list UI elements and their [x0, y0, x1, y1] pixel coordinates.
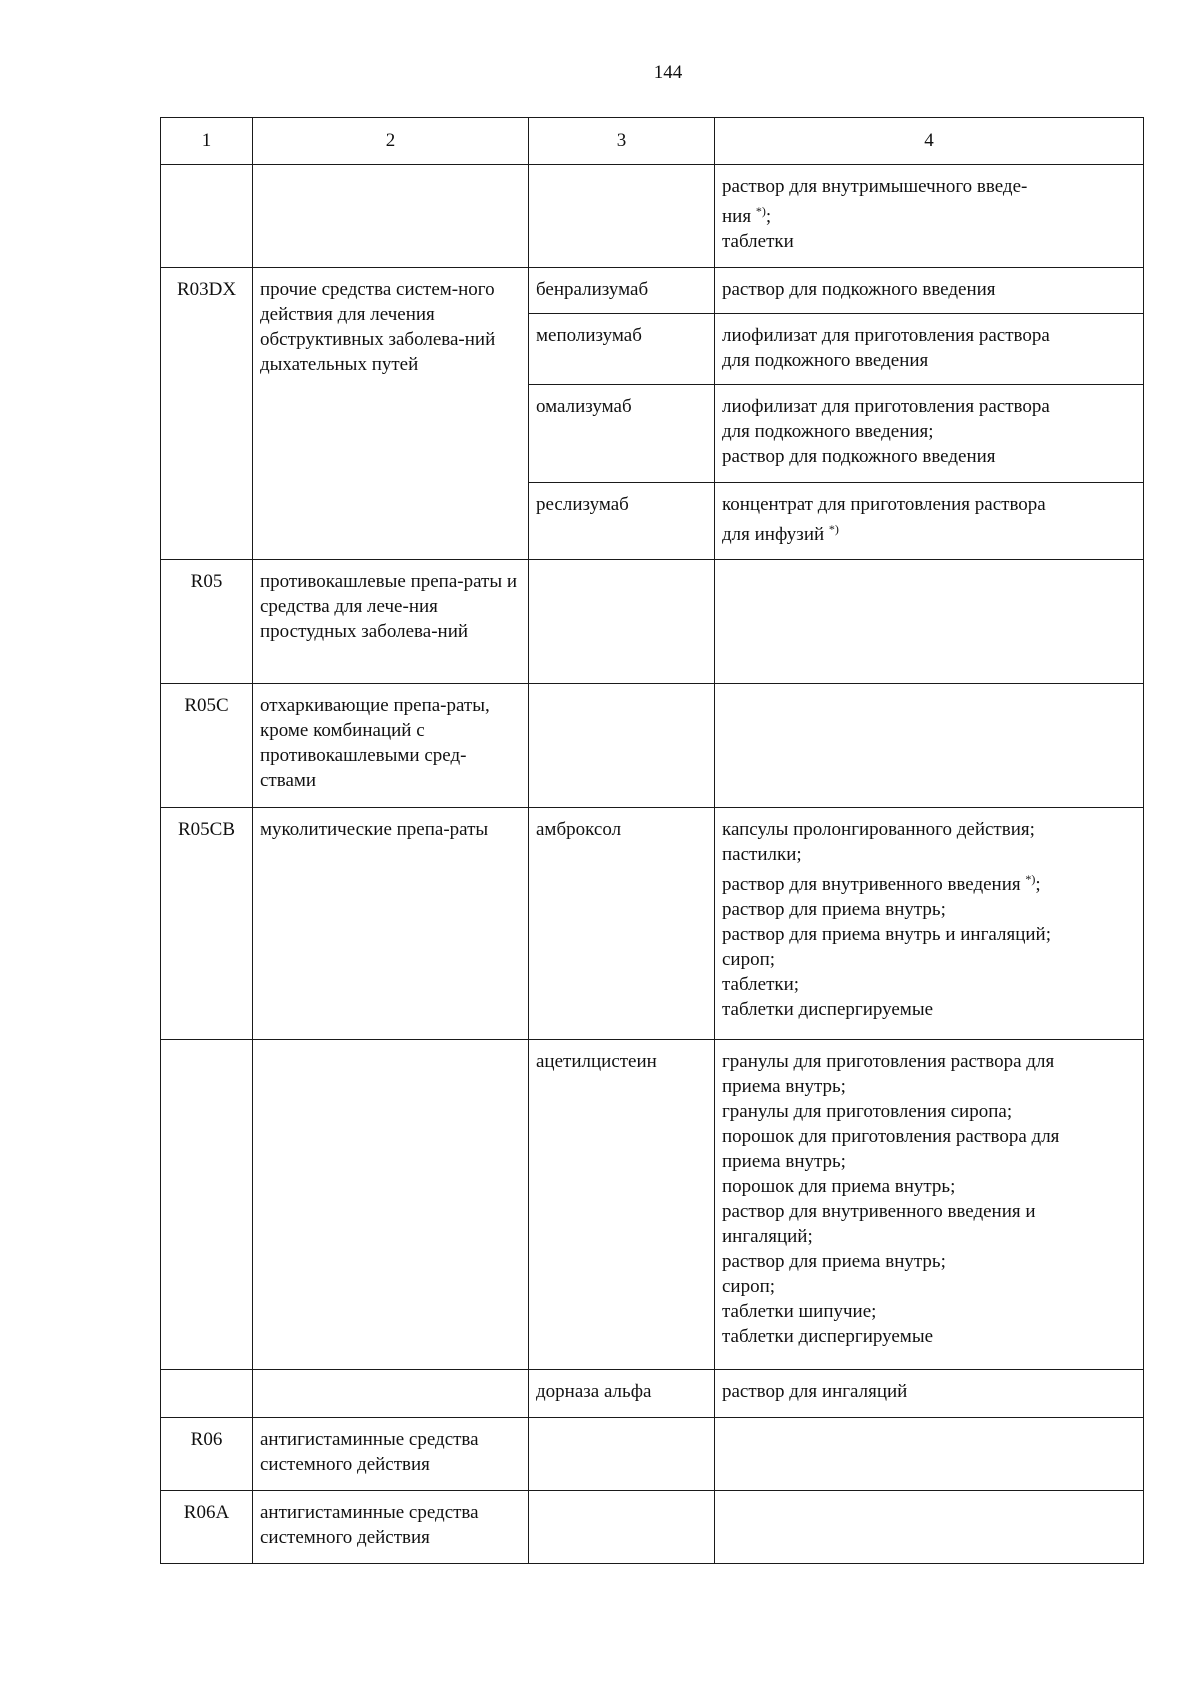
drug-name-cell: [529, 1418, 715, 1491]
table-row: [161, 560, 1144, 684]
table-row: [161, 1370, 1144, 1418]
dosage-form-line: для подкожного введения;: [722, 421, 934, 442]
drug-name-cell: [529, 684, 715, 808]
table-row: [161, 1040, 1144, 1370]
dosage-forms-cell: [715, 808, 1144, 1040]
dosage-form-line: приема внутрь;: [722, 1151, 846, 1172]
atc-code-cell: R05C: [161, 684, 253, 808]
group-name-cell: [253, 1040, 529, 1370]
dosage-form-line: раствор для внутривенного введения и: [722, 1201, 1036, 1222]
drug-name-cell: реслизумаб: [529, 483, 715, 560]
dosage-form-line: порошок для приема внутрь;: [722, 1176, 956, 1197]
dosage-forms-cell: [715, 268, 1144, 314]
dosage-form-line: приема внутрь;: [722, 1076, 846, 1097]
drug-name-cell: [529, 165, 715, 268]
dosage-form-line: раствор для подкожного введения: [722, 279, 996, 300]
dosage-form-line: таблетки диспергируемые: [722, 1326, 934, 1347]
dosage-forms-cell: [715, 314, 1144, 385]
dosage-forms-cell: [715, 1418, 1144, 1491]
column-header: 4: [715, 118, 1144, 165]
dosage-forms-cell: [715, 684, 1144, 808]
dosage-form-line: пастилки;: [722, 844, 802, 865]
dosage-form-line: раствор для внутримышечного введе-: [722, 176, 1028, 197]
drug-name-cell: меполизумаб: [529, 314, 715, 385]
dosage-form-line: для инфузий *): [722, 522, 839, 545]
dosage-forms-cell: [715, 1040, 1144, 1370]
drug-name-cell: омализумаб: [529, 385, 715, 483]
group-name-cell: [253, 1370, 529, 1418]
group-name-cell: антигистаминные средства системного действия: [253, 1418, 529, 1491]
atc-code-cell: R05CB: [161, 808, 253, 1040]
atc-code-cell: [161, 1370, 253, 1418]
atc-code-cell: R05: [161, 560, 253, 684]
table-header-row: [161, 118, 1144, 165]
dosage-forms-cell: [715, 1491, 1144, 1564]
column-header: 3: [529, 118, 715, 165]
dosage-form-line: раствор для подкожного введения: [722, 446, 996, 467]
dosage-form-line: для подкожного введения: [722, 350, 929, 371]
dosage-forms-cell: [715, 560, 1144, 684]
group-name-cell: противокашлевые препа-раты и средства для лече-ния простудных заболева-ний: [253, 560, 529, 684]
dosage-form-line: концентрат для приготовления раствора: [722, 494, 1046, 515]
dosage-form-line: таблетки: [722, 231, 794, 252]
table-row: [161, 684, 1144, 808]
dosage-form-line: таблетки;: [722, 974, 800, 995]
table-row: [161, 268, 1144, 314]
dosage-form-line: сироп;: [722, 949, 776, 970]
drug-name-cell: [529, 1491, 715, 1564]
dosage-form-line: раствор для ингаляций: [722, 1381, 908, 1402]
group-name-cell: [253, 165, 529, 268]
dosage-forms-cell: [715, 483, 1144, 560]
dosage-forms-cell: [715, 1370, 1144, 1418]
drug-name-cell: амброксол: [529, 808, 715, 1040]
dosage-form-line: раствор для приема внутрь;: [722, 1251, 946, 1272]
atc-code-cell: R03DX: [161, 268, 253, 560]
dosage-form-line: лиофилизат для приготовления раствора: [722, 396, 1050, 417]
drug-name-cell: ацетилцистеин: [529, 1040, 715, 1370]
drug-table: [160, 117, 1144, 1564]
dosage-form-line: сироп;: [722, 1276, 776, 1297]
dosage-form-line: раствор для приема внутрь и ингаляций;: [722, 924, 1051, 945]
dosage-form-line: гранулы для приготовления раствора для: [722, 1051, 1055, 1072]
group-name-cell: муколитические препа-раты: [253, 808, 529, 1040]
dosage-form-line: ния *);: [722, 204, 772, 227]
table-row: [161, 1418, 1144, 1491]
column-header: 1: [161, 118, 253, 165]
drug-name-cell: бенрализумаб: [529, 268, 715, 314]
dosage-forms-cell: [715, 385, 1144, 483]
dosage-form-line: лиофилизат для приготовления раствора: [722, 325, 1050, 346]
table-row: [161, 165, 1144, 268]
drug-name-cell: дорназа альфа: [529, 1370, 715, 1418]
group-name-cell: прочие средства систем-ного действия для лечения обструктивных заболева-ний дыхательных путей: [253, 268, 529, 560]
dosage-forms-cell: [715, 165, 1144, 268]
dosage-form-line: порошок для приготовления раствора для: [722, 1126, 1060, 1147]
dosage-form-line: раствор для внутривенного введения *);: [722, 872, 1041, 895]
atc-code-cell: R06: [161, 1418, 253, 1491]
group-name-cell: антигистаминные средства системного действия: [253, 1491, 529, 1564]
column-header: 2: [253, 118, 529, 165]
dosage-form-line: капсулы пролонгированного действия;: [722, 819, 1035, 840]
dosage-form-line: ингаляций;: [722, 1226, 813, 1247]
dosage-form-line: таблетки диспергируемые: [722, 999, 934, 1020]
dosage-form-line: таблетки шипучие;: [722, 1301, 877, 1322]
dosage-form-line: раствор для приема внутрь;: [722, 899, 946, 920]
dosage-form-line: гранулы для приготовления сиропа;: [722, 1101, 1013, 1122]
atc-code-cell: R06A: [161, 1491, 253, 1564]
drug-name-cell: [529, 560, 715, 684]
table-row: [161, 808, 1144, 1040]
page-number: 144: [653, 62, 683, 83]
atc-code-cell: [161, 1040, 253, 1370]
table-row: [161, 1491, 1144, 1564]
group-name-cell: отхаркивающие препа-раты, кроме комбинаций с противокашлевыми сред-ствами: [253, 684, 529, 808]
atc-code-cell: [161, 165, 253, 268]
